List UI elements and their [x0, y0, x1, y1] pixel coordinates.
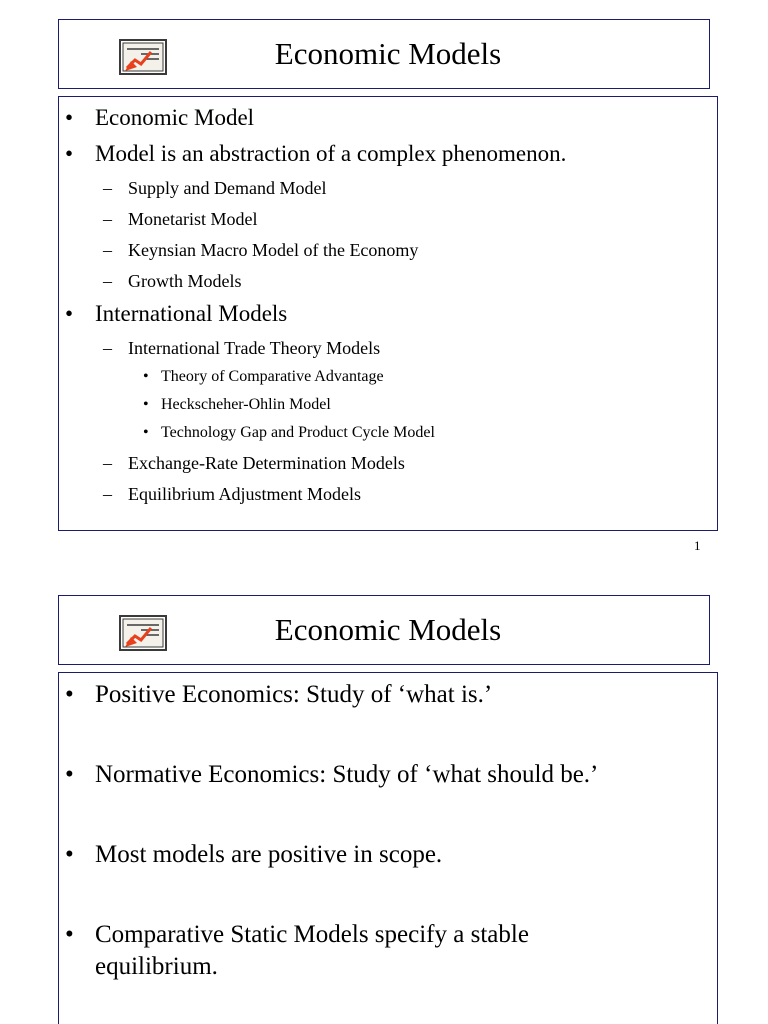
slide-2-title-box [58, 595, 710, 665]
list-item-text: Normative Economics: Study of ‘what should be.’ [95, 761, 599, 788]
slide-2-content [58, 672, 718, 1024]
page-number: 1 [694, 538, 701, 553]
list-item [59, 679, 717, 711]
list-item-text: Keynsian Macro Model of the Economy [128, 240, 419, 260]
sub-list-item [59, 238, 717, 262]
slide-1-title-box [58, 19, 710, 89]
sub-sub-list-item [59, 422, 717, 444]
list-item [59, 103, 717, 133]
dash-glyph: – [103, 453, 112, 473]
list-item-text: Model is an abstraction of a complex phenomenon. [95, 141, 567, 166]
sub-list-item [59, 451, 717, 475]
list-item [59, 759, 717, 791]
list-item-text: Heckscheher-Ohlin Model [161, 396, 331, 413]
bullet-glyph: • [143, 396, 149, 413]
sub-sub-list-item [59, 394, 717, 416]
dash-glyph: – [103, 240, 112, 260]
list-item-text: Most models are positive in scope. [95, 841, 443, 868]
bullet-glyph: • [65, 141, 74, 166]
list-item-text: Supply and Demand Model [128, 178, 327, 198]
list-item [59, 839, 717, 871]
list-item [59, 139, 717, 169]
bullet-glyph: • [65, 105, 74, 130]
list-item-text: Technology Gap and Product Cycle Model [161, 424, 435, 441]
bullet-list [59, 103, 717, 506]
sub-sub-list-item [59, 366, 717, 388]
bullet-glyph: • [65, 921, 74, 948]
list-item-text: Theory of Comparative Advantage [161, 368, 384, 385]
sub-list-item [59, 336, 717, 360]
dash-glyph: – [103, 484, 112, 504]
slide-1-content [58, 96, 718, 531]
list-item-text: Positive Economics: Study of ‘what is.’ [95, 681, 493, 708]
slide-title: Economic Models [274, 36, 502, 71]
dash-glyph: – [103, 178, 112, 198]
bullet-glyph: • [65, 841, 74, 868]
list-item-text: Economic Model [95, 105, 255, 130]
sub-list-item [59, 176, 717, 200]
sub-list-item [59, 269, 717, 293]
bullet-list [59, 679, 717, 983]
sub-list-item [59, 207, 717, 231]
sub-list-item [59, 482, 717, 506]
dash-glyph: – [103, 271, 112, 291]
bullet-glyph: • [65, 301, 74, 326]
slide-title: Economic Models [274, 612, 502, 647]
list-item-text: International Models [95, 301, 288, 326]
list-item-text: Monetarist Model [128, 209, 258, 229]
list-item [59, 299, 717, 329]
bullet-glyph: • [65, 761, 74, 788]
list-item-text: International Trade Theory Models [128, 338, 381, 358]
bullet-glyph: • [65, 681, 74, 708]
list-item-text: Comparative Static Models specify a stable equilibrium. [95, 921, 529, 980]
dash-glyph: – [103, 338, 112, 358]
bullet-glyph: • [143, 368, 149, 385]
list-item-text: Growth Models [128, 271, 242, 291]
list-item-text: Exchange-Rate Determination Models [128, 453, 405, 473]
list-item [59, 919, 717, 983]
list-item-text: Equilibrium Adjustment Models [128, 484, 361, 504]
bullet-glyph: • [143, 424, 149, 441]
dash-glyph: – [103, 209, 112, 229]
